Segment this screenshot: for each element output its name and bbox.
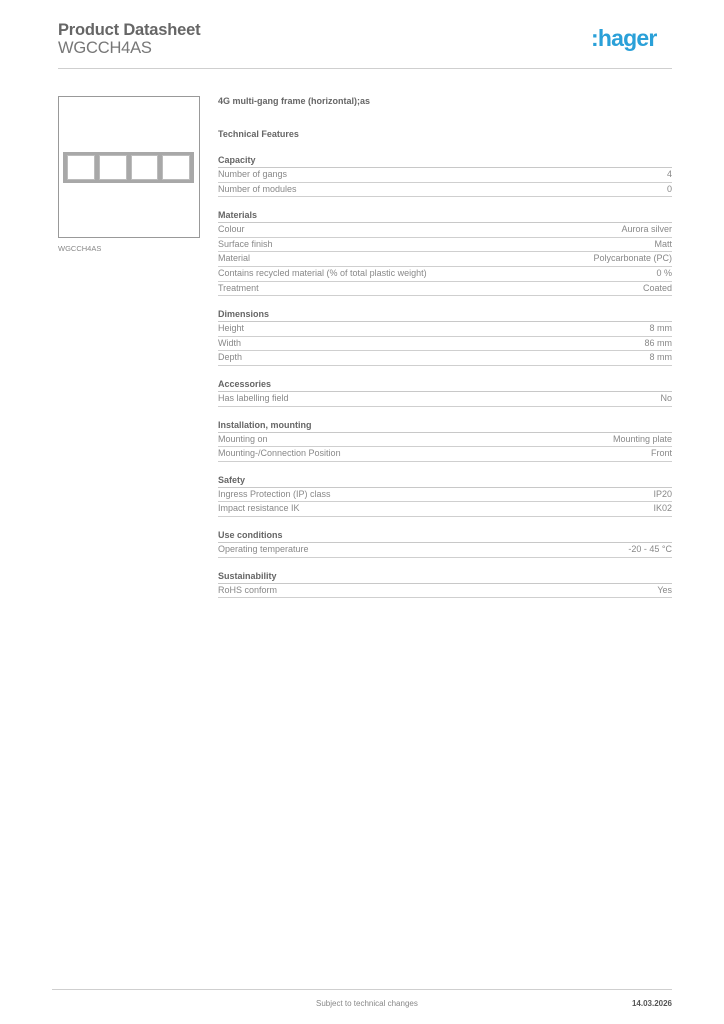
footer-note: Subject to technical changes	[316, 999, 418, 1008]
spec-section	[218, 419, 672, 462]
spec-value: 4	[666, 169, 672, 179]
spec-label: Has labelling field	[218, 392, 289, 403]
spec-value: IK02	[653, 503, 672, 514]
gang-cell	[162, 155, 190, 180]
spec-row	[218, 543, 672, 558]
spec-label: Material	[218, 253, 251, 264]
spec-row	[218, 252, 672, 267]
spec-value: -20 - 45 °C	[628, 543, 672, 554]
section-heading: Materials	[218, 209, 672, 223]
spec-value: Aurora silver	[621, 224, 672, 235]
image-caption: WGCCH4AS	[58, 244, 102, 253]
header-divider	[58, 68, 672, 69]
footer-date: 14.03.2026	[631, 999, 672, 1008]
spec-section	[218, 154, 672, 197]
spec-value: Matt	[654, 238, 672, 249]
spec-row	[218, 488, 672, 503]
spec-row	[218, 584, 672, 599]
document-title: Product Datasheet	[58, 21, 201, 39]
spec-label: Colour	[218, 224, 245, 235]
spec-label: Number of gangs	[218, 169, 288, 179]
section-heading: Capacity	[218, 154, 672, 168]
spec-row	[218, 337, 672, 352]
spec-label: Height	[218, 323, 245, 334]
spec-label: Depth	[218, 352, 243, 363]
spec-value: 0	[666, 183, 672, 194]
spec-value: 8 mm	[649, 323, 672, 334]
spec-section	[218, 378, 672, 407]
spec-label: Surface finish	[218, 238, 273, 249]
spec-section	[218, 474, 672, 517]
product-name: 4G multi-gang frame (horizontal);as	[218, 96, 371, 106]
spec-row	[218, 322, 672, 337]
technical-features-title: Technical Features	[218, 129, 299, 139]
spec-value: IP20	[653, 488, 672, 499]
spec-label: RoHS conform	[218, 584, 278, 595]
spec-value: 0 %	[656, 267, 672, 278]
spec-row	[218, 238, 672, 253]
spec-row	[218, 168, 672, 183]
spec-row	[218, 392, 672, 407]
spec-value: Front	[650, 448, 672, 459]
spec-row	[218, 223, 672, 238]
section-heading: Installation, mounting	[218, 419, 672, 433]
spec-label: Impact resistance IK	[218, 503, 300, 514]
gang-cell	[67, 155, 95, 180]
section-heading: Use conditions	[218, 529, 672, 543]
footer-divider	[52, 989, 672, 990]
spec-label: Mounting on	[218, 433, 268, 444]
spec-label: Treatment	[218, 282, 259, 293]
spec-label: Ingress Protection (IP) class	[218, 488, 331, 499]
spec-row	[218, 282, 672, 297]
spec-row	[218, 267, 672, 282]
product-image	[58, 96, 200, 238]
spec-row	[218, 502, 672, 517]
spec-section	[218, 529, 672, 558]
spec-label: Mounting-/Connection Position	[218, 448, 341, 459]
multi-gang-frame-illustration	[63, 152, 194, 183]
spec-row	[218, 183, 672, 198]
spec-row	[218, 433, 672, 448]
spec-value: 86 mm	[644, 337, 672, 348]
spec-label: Number of modules	[218, 183, 297, 194]
spec-content	[218, 96, 672, 598]
spec-section	[218, 209, 672, 296]
product-code: WGCCH4AS	[58, 39, 152, 57]
spec-row	[218, 447, 672, 462]
spec-value: 8 mm	[649, 352, 672, 363]
spec-label: Width	[218, 337, 242, 348]
spec-row	[218, 351, 672, 366]
spec-section	[218, 308, 672, 366]
section-heading: Sustainability	[218, 570, 672, 584]
spec-value: No	[660, 392, 672, 403]
spec-value: Coated	[642, 282, 672, 293]
spec-value: Yes	[657, 584, 672, 595]
section-heading: Safety	[218, 474, 672, 488]
spec-value: Polycarbonate (PC)	[593, 253, 672, 264]
gang-cell	[131, 155, 159, 180]
hager-logo: :hager	[591, 25, 657, 51]
gang-cell	[99, 155, 127, 180]
spec-section	[218, 570, 672, 599]
spec-sections	[218, 154, 672, 598]
spec-value: Mounting plate	[612, 433, 672, 444]
spec-label: Contains recycled material (% of total plastic weight)	[218, 267, 427, 278]
spec-label: Operating temperature	[218, 543, 309, 554]
section-heading: Dimensions	[218, 308, 672, 322]
section-heading: Accessories	[218, 378, 672, 392]
